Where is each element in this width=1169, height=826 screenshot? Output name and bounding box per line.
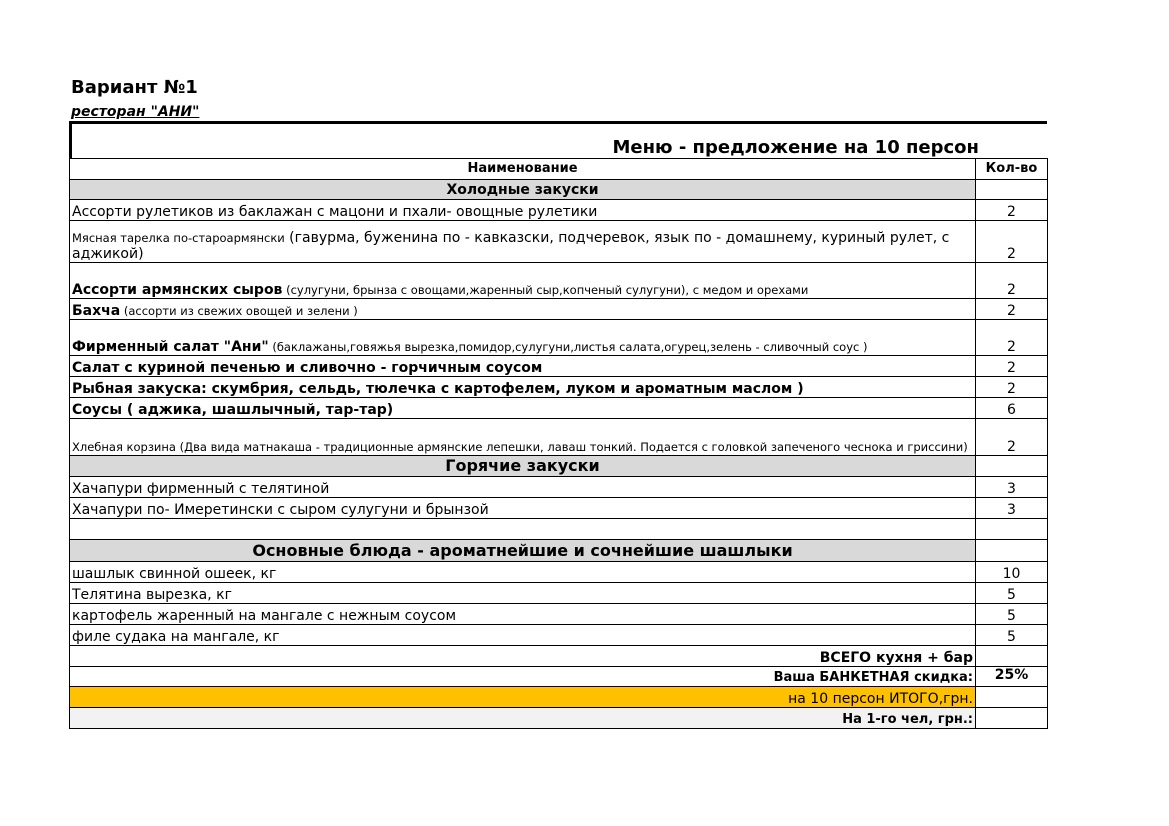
item-desc: (сулугуни, брынза с овощами,жаренный сыр,копченый сулугуни), с медом и орехами (282, 283, 809, 297)
empty-cell (976, 519, 1048, 540)
item-name: Рыбная закуска: скумбрия, сельдь, тюлечка с картофелем, луком и ароматным маслом ) (70, 377, 976, 398)
item-qty: 2 (976, 299, 1048, 320)
column-header-qty: Кол-во (976, 159, 1048, 180)
menu-sheet (69, 121, 1047, 729)
item-qty: 2 (976, 221, 1048, 263)
item-name: шашлык свинной ошеек, кг (70, 562, 976, 583)
item-qty: 2 (976, 419, 1048, 456)
item-qty: 5 (976, 625, 1048, 646)
discount-value: 25% (976, 667, 1048, 687)
per-person-row (70, 708, 1048, 729)
table-row (70, 200, 1048, 221)
item-name-part: Бахча (72, 303, 121, 319)
table-row (70, 221, 1048, 263)
column-header-name: Наименование (70, 159, 976, 180)
item-name (70, 263, 976, 299)
item-name: Хачапури по- Имеретински с сыром сулугуни и брынзой (70, 498, 976, 519)
discount-label: Ваша БАНКЕТНАЯ скидка: (70, 667, 976, 687)
menu-title-row (69, 121, 1047, 158)
document-title: Вариант №1 (71, 77, 198, 98)
item-name: Хлебная корзина (Два вида матнакаша - традиционные армянские лепешки, лаваш тонкий. Подается с головкой запеченого чеснока и гриссини) (70, 419, 976, 456)
total-label: ВСЕГО кухня + бар (70, 646, 976, 667)
item-desc: (ассорти из свежих овощей и зелени ) (120, 304, 358, 318)
item-name (70, 320, 976, 356)
table-row (70, 398, 1048, 419)
per-person-value (976, 708, 1048, 729)
total-row (70, 646, 1048, 667)
item-name: Соусы ( аджика, шашлычный, тар-тар) (70, 398, 976, 419)
restaurant-name: ресторан "АНИ" (71, 104, 200, 120)
item-qty: 2 (976, 200, 1048, 221)
grand-total-label: на 10 персон ИТОГО,грн. (70, 687, 976, 708)
item-name: Салат с куриной печенью и сливочно - горчичным соусом (70, 356, 976, 377)
table-row (70, 263, 1048, 299)
table-row (70, 320, 1048, 356)
item-qty: 3 (976, 477, 1048, 498)
menu-table (69, 158, 1048, 729)
qty-cell (976, 456, 1048, 477)
section-title-hot: Горячие закуски (70, 456, 976, 477)
section-row-cold (70, 180, 1048, 200)
empty-cell (70, 519, 976, 540)
item-name: Хачапури фирменный с телятиной (70, 477, 976, 498)
item-desc: (баклажаны,говяжья вырезка,помидор,сулугуни,листья салата,огурец,зелень - сливочный соус ) (268, 340, 868, 354)
grand-total-value (976, 687, 1048, 708)
item-name: картофель жаренный на мангале с нежным соусом (70, 604, 976, 625)
section-row-main (70, 540, 1048, 562)
section-title-cold: Холодные закуски (70, 180, 976, 200)
item-qty: 2 (976, 263, 1048, 299)
table-row (70, 419, 1048, 456)
table-row (70, 583, 1048, 604)
item-qty: 3 (976, 498, 1048, 519)
table-row (70, 356, 1048, 377)
discount-row (70, 667, 1048, 687)
grand-total-row (70, 687, 1048, 708)
empty-row (70, 519, 1048, 540)
item-name-part: Мясная тарелка по-староармянски (72, 231, 285, 245)
total-value (976, 646, 1048, 667)
item-qty: 10 (976, 562, 1048, 583)
section-row-hot (70, 456, 1048, 477)
qty-cell (976, 540, 1048, 562)
table-row (70, 562, 1048, 583)
item-name: филе судака на мангале, кг (70, 625, 976, 646)
item-qty: 5 (976, 604, 1048, 625)
item-qty: 2 (976, 320, 1048, 356)
table-row (70, 477, 1048, 498)
table-header-row (70, 159, 1048, 180)
item-name (70, 299, 976, 320)
table-row (70, 625, 1048, 646)
table-row (70, 498, 1048, 519)
qty-cell (976, 180, 1048, 200)
item-qty: 2 (976, 377, 1048, 398)
menu-title: Меню - предложение на 10 персон (612, 137, 979, 158)
item-name-part: Фирменный салат "Ани" (72, 339, 269, 355)
table-row (70, 299, 1048, 320)
item-name-part: Ассорти армянских сыров (72, 282, 283, 298)
table-row (70, 604, 1048, 625)
item-qty: 5 (976, 583, 1048, 604)
section-title-main: Основные блюда - ароматнейшие и сочнейшие шашлыки (70, 540, 976, 562)
item-qty: 6 (976, 398, 1048, 419)
item-name: Ассорти рулетиков из баклажан с мацони и пхали- овощные рулетики (70, 200, 976, 221)
item-name (70, 221, 976, 263)
item-desc: (гавурма, буженина по - кавказски, подчеревок, язык по - домашнему, куриный рулет, с аджикой) (72, 230, 950, 262)
table-row (70, 377, 1048, 398)
item-name: Телятина вырезка, кг (70, 583, 976, 604)
per-person-label: На 1-го чел, грн.: (70, 708, 976, 729)
item-qty: 2 (976, 356, 1048, 377)
